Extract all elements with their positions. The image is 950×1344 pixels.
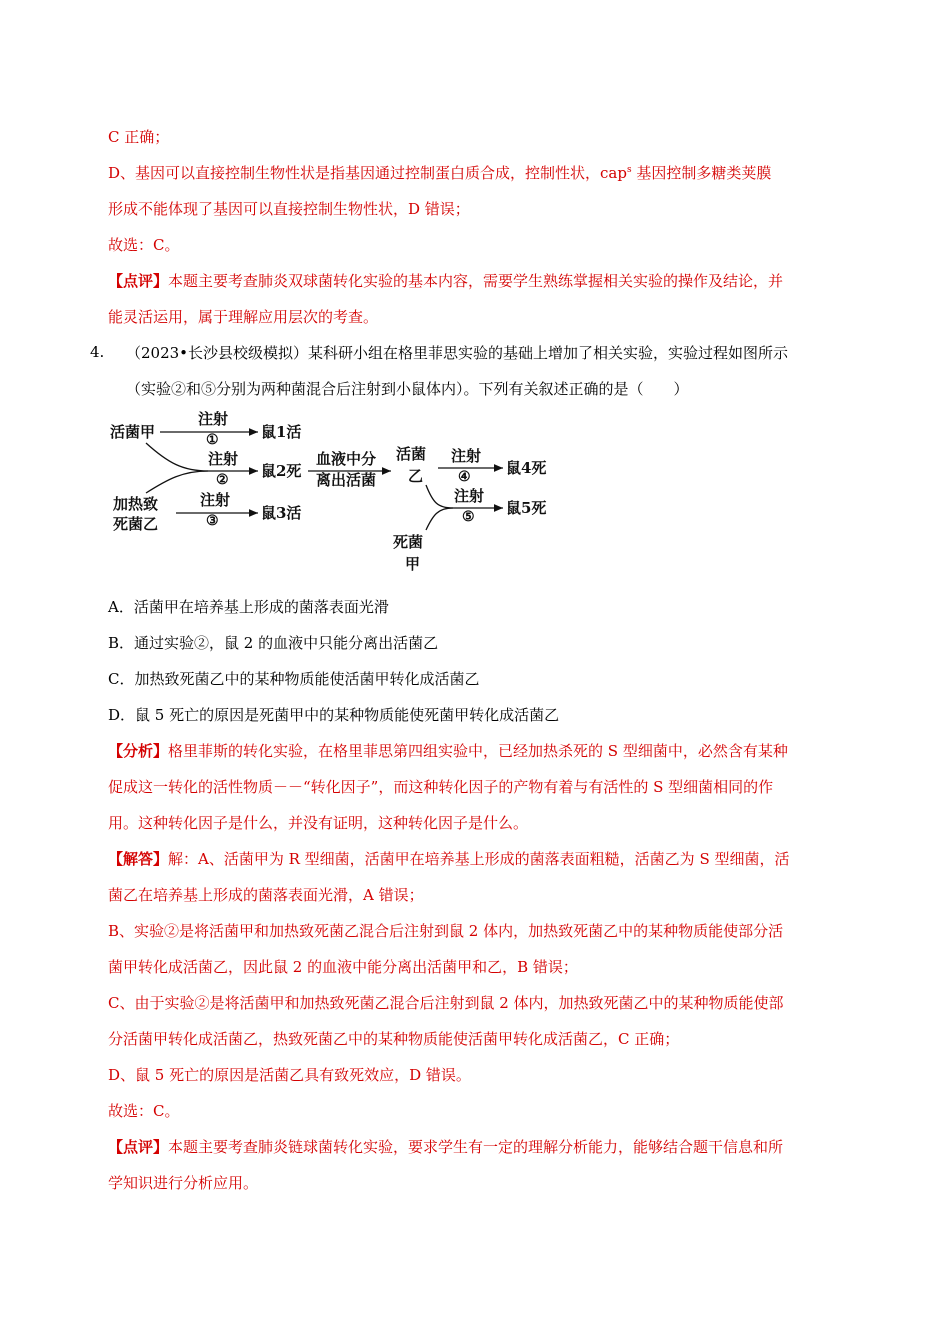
review-line: [108, 271, 783, 291]
label-mouse4: 鼠4死: [506, 459, 547, 477]
review-text: 本题主要考查肺炎链球菌转化实验，要求学生有一定的理解分析能力，能够结合题干信息和所: [168, 1138, 784, 1156]
analysis-tag: 【分析】: [108, 742, 169, 760]
label-blood-1: 血液中分: [316, 450, 377, 468]
answer-line: C 正确；: [108, 128, 170, 146]
analysis-line: 促成这一转化的活性物质－－“转化因子”，而这种转化因子的产物有着与有活性的 S 型细菌相同的作: [108, 778, 774, 796]
label-mouse2: 鼠2死: [261, 462, 302, 480]
answer-line-text: D、基因可以直接控制生物性状是指基因通过控制蛋白质合成，控制性状，cap: [108, 164, 627, 182]
solution-choice: 故选：C。: [108, 1102, 180, 1120]
answer-line-text: 基因控制多糖类荚膜: [631, 164, 772, 182]
review-tag: 【点评】: [108, 1138, 169, 1156]
review-text: 本题主要考查肺炎双球菌转化实验的基本内容，需要学生熟练掌握相关实验的操作及结论，并: [168, 272, 784, 290]
solution-line: C、由于实验②是将活菌甲和加热致死菌乙混合后注射到鼠 2 体内，加热致死菌乙中的某种物质能使部: [108, 994, 784, 1012]
option-a: A．活菌甲在培养基上形成的菌落表面光滑: [108, 598, 389, 616]
solution-line: 分活菌甲转化成活菌乙，热致死菌乙中的某种物质能使活菌甲转化成活菌乙，C 正确；: [108, 1030, 680, 1048]
merge-curve-bottom: [146, 471, 208, 493]
solution-line: B、实验②是将活菌甲和加热致死菌乙混合后注射到鼠 2 体内，加热致死菌乙中的某种物质能使部分活: [108, 922, 784, 940]
option-b: B．通过实验②，鼠 2 的血液中只能分离出活菌乙: [108, 634, 439, 652]
option-c: C．加热致死菌乙中的某种物质能使活菌甲转化成活菌乙: [108, 670, 480, 688]
question-stem: （实验②和⑤分别为两种菌混合后注射到小鼠体内）。下列有关叙述正确的是（ ）: [126, 380, 689, 398]
answer-line: 形成不能体现了基因可以直接控制生物性状，D 错误；: [108, 200, 470, 218]
label-heat-b-2: 死菌乙: [113, 515, 159, 533]
experiment-diagram: [108, 405, 568, 580]
label-dead-a-2: 甲: [405, 555, 421, 573]
label-heat-b-1: 加热致: [113, 495, 159, 513]
label-live-a: 活菌甲: [110, 423, 156, 441]
label-n1: ①: [206, 432, 219, 448]
analysis-line: 用。这种转化因子是什么，并没有证明，这种转化因子是什么。: [108, 814, 529, 832]
label-blood-2: 离出活菌: [316, 471, 377, 489]
question-stem: （2023•长沙县校级模拟）某科研小组在格里菲思实验的基础上增加了相关实验，实验过程如图所示: [126, 344, 789, 362]
label-mouse3: 鼠3活: [261, 504, 302, 522]
label-dead-a-1: 死菌: [393, 533, 424, 551]
merge-curve-right-top: [426, 485, 453, 508]
solution-line: 菌甲转化成活菌乙，因此鼠 2 的血液中能分离出活菌甲和乙，B 错误；: [108, 958, 578, 976]
solution-tag: 【解答】: [108, 850, 169, 868]
option-d: D．鼠 5 死亡的原因是死菌甲中的某种物质能使死菌甲转化成活菌乙: [108, 706, 560, 724]
review-tag: 【点评】: [108, 272, 169, 290]
label-inject-3: 注射: [200, 491, 231, 509]
label-n3: ③: [206, 513, 219, 529]
solution-line: D、鼠 5 死亡的原因是活菌乙具有致死效应，D 错误。: [108, 1066, 471, 1084]
question-number: 4.: [90, 343, 105, 361]
label-mouse1: 鼠1活: [261, 423, 302, 441]
analysis-text: 格里菲斯的转化实验，在格里菲思第四组实验中，已经加热杀死的 S 型细菌中，必然含有某种: [168, 742, 788, 760]
review-line: [108, 1137, 783, 1157]
solution-line: [108, 849, 790, 869]
label-live-b-2: 乙: [408, 467, 424, 485]
label-mouse5: 鼠5死: [506, 499, 547, 517]
merge-curve-top: [146, 443, 208, 471]
label-n5: ⑤: [462, 509, 475, 525]
review-line: 学知识进行分析应用。: [108, 1174, 259, 1192]
label-inject-4: 注射: [451, 447, 482, 465]
label-n2: ②: [216, 472, 229, 488]
label-n4: ④: [458, 469, 471, 485]
label-inject-5: 注射: [454, 487, 485, 505]
review-line: 能灵活运用，属于理解应用层次的考查。: [108, 308, 379, 326]
label-inject-2: 注射: [208, 450, 239, 468]
answer-line: [108, 163, 771, 183]
label-inject-1: 注射: [198, 410, 229, 428]
label-live-b-1: 活菌: [396, 445, 427, 463]
solution-text: 解：A、活菌甲为 R 型细菌，活菌甲在培养基上形成的菌落表面粗糙，活菌乙为 S 型细菌，活: [168, 850, 790, 868]
solution-line: 菌乙在培养基上形成的菌落表面光滑，A 错误；: [108, 886, 424, 904]
merge-curve-right-bottom: [426, 508, 453, 530]
analysis-line: [108, 741, 788, 761]
superscript: s: [626, 165, 632, 175]
answer-line: 故选：C。: [108, 236, 180, 254]
